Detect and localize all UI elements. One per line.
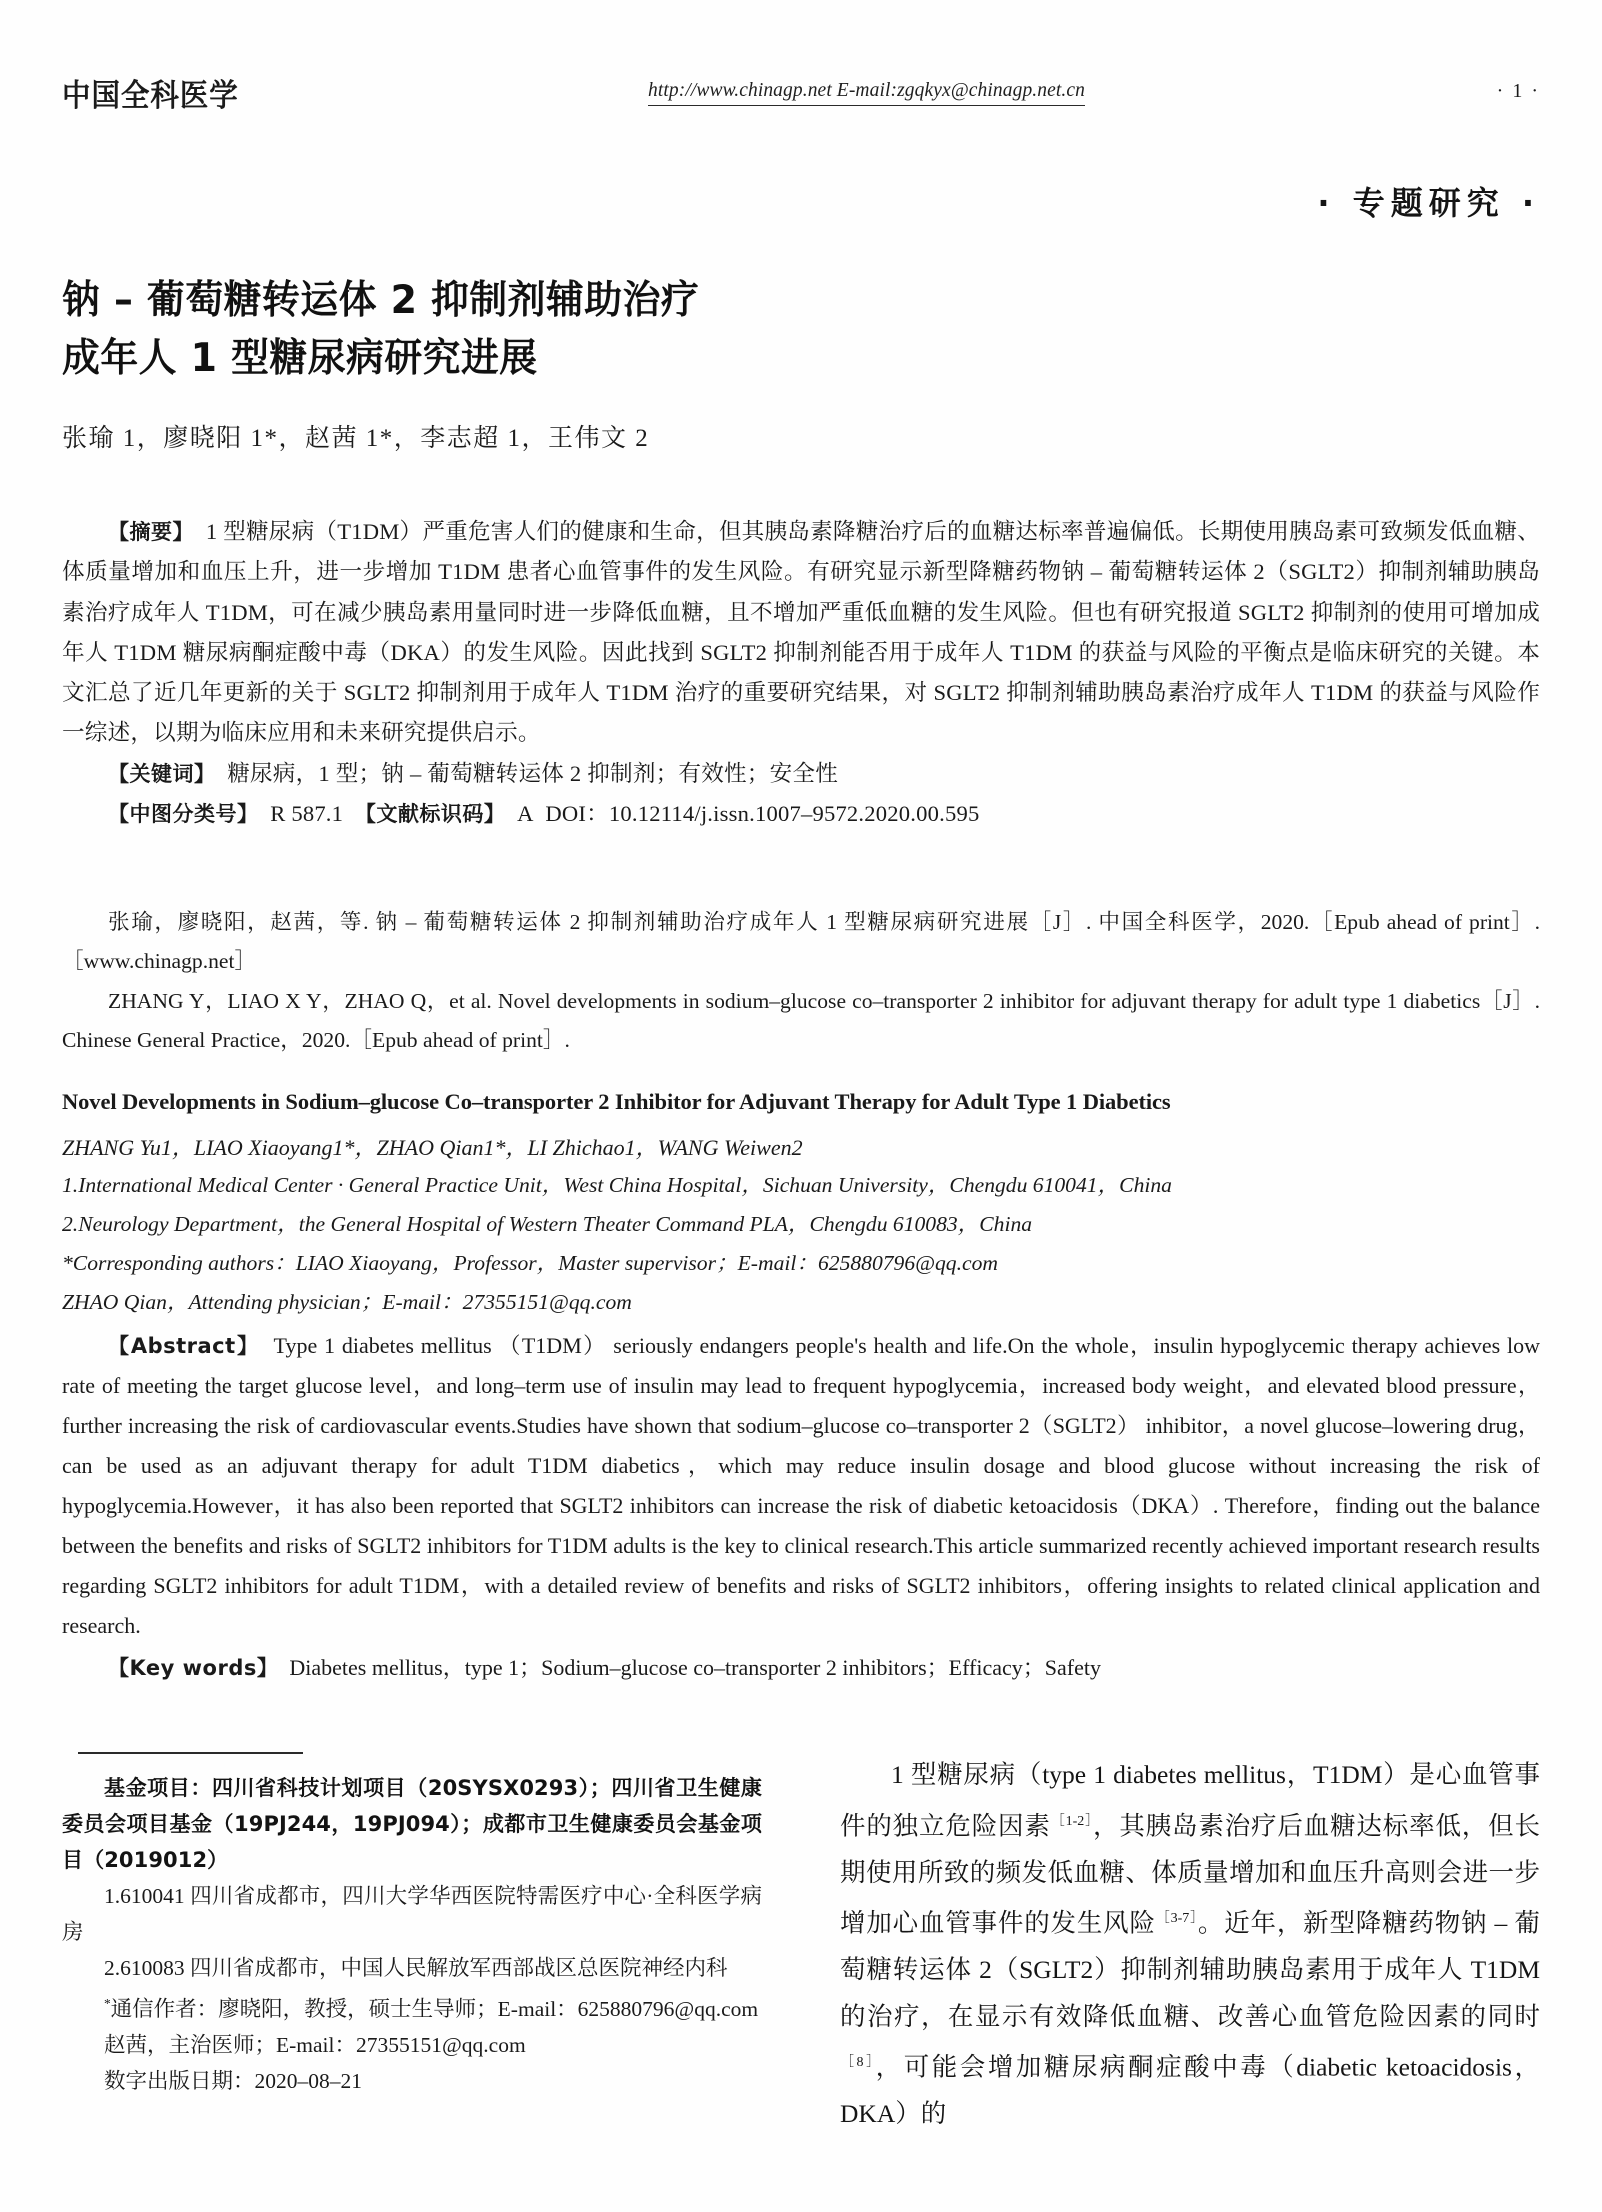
abstract-chinese-block: [62, 512, 1540, 834]
authors-chinese: 张瑜 1，廖晓阳 1*，赵茜 1*，李志超 1，王伟文 2: [62, 425, 650, 452]
keywords-body-en: Diabetes mellitus，type 1；Sodium–glucose co–transporter 2 inhibitors；Efficacy；Safety: [289, 1655, 1101, 1680]
citation-english: [62, 982, 1540, 1060]
citation-chinese: [62, 903, 1540, 981]
english-affiliation-2: 2.Neurology Department，the General Hospital of Western Theater Command PLA，Chengdu 610083，China: [62, 1212, 1033, 1236]
doc-code-value: A: [517, 801, 534, 827]
footnote-affiliation-2-text: 2.610083 四川省成都市，中国人民解放军西部战区总医院神经内科: [104, 1956, 728, 1980]
clc-line: [62, 794, 1540, 834]
doi-value: DOI：10.12114/j.issn.1007–9572.2020.00.595: [545, 801, 980, 827]
title-line-1: 钠 – 葡萄糖转运体 2 抑制剂辅助治疗: [62, 278, 700, 323]
abstract-chinese: [62, 512, 1540, 754]
body-column-right: [840, 1752, 1540, 2138]
footnote-affiliation-1-text: 1.610041 四川省成都市，四川大学华西医院特需医疗中心·全科医学病房: [62, 1884, 762, 1944]
body-paragraph-1-d: ，可能会增加糖尿病酮症酸中毒（diabetic ketoacidosis，DKA）的: [840, 2052, 1541, 2128]
page-number: · 1 ·: [1496, 80, 1540, 102]
body-paragraph-1: [840, 1752, 1540, 2138]
footnote-corresponding-2: [62, 2027, 762, 2063]
corresponding-star: *: [104, 1996, 111, 2011]
keywords-english: [62, 1648, 1540, 1688]
abstract-body-en: Type 1 diabetes mellitus （T1DM） seriously endangers people's health and life.On the whole，insulin hypoglycemic therapy achieves low rate of meeting the target glucose level，and long–term use of insulin may lead to frequent hypoglycemia，increased body weight，and elevated blood pressure，further increasing the risk of cardiovascular events.Studies have shown that sodium–glucose co–transporter 2（SGLT2） inhibitor，a novel glucose–lowering drug，can be used as an adjuvant therapy for adult T1DM diabetics，which may reduce insulin dosage and blood glucose without increasing the risk of hypoglycemia.However，it has also been reported that SGLT2 inhibitors can increase the risk of diabetic ketoacidosis（DKA）. Therefore，finding out the balance between the benefits and risks of SGLT2 inhibitors for T1DM adults is the key to clinical research.This article summarized recently achieved important research results regarding SGLT2 inhibitors for adult T1DM，with a detailed review of benefits and risks of SGLT2 inhibitors，offering insights to related clinical application and research.: [62, 1333, 1541, 1638]
keywords-body-cn: 糖尿病，1 型；钠 – 葡萄糖转运体 2 抑制剂；有效性；安全性: [227, 760, 838, 786]
footnote-affiliation-2: [62, 1950, 762, 1986]
doc-code-label: 【文献标识码】: [354, 802, 506, 827]
abstract-label-en: 【Abstract】: [108, 1334, 260, 1358]
abstract-label-cn: 【摘要】: [108, 520, 195, 544]
journal-url-email: http://www.chinagp.net E-mail:zgqkyx@chinagp.net.cn: [648, 80, 1085, 106]
keywords-chinese: [62, 754, 1540, 794]
abstract-english-block: [62, 1326, 1540, 1688]
english-corresponding-1: *Corresponding authors：LIAO Xiaoyang，Professor，Master supervisor；E-mail：625880796@qq.com: [62, 1251, 998, 1275]
english-corresponding-2: ZHAO Qian，Attending physician；E-mail：27355151@qq.com: [62, 1290, 632, 1314]
reference-marker-1: ［1-2］: [1050, 1813, 1093, 1829]
citation-english-text: ZHANG Y，LIAO X Y，ZHAO Q，et al. Novel developments in sodium–glucose co–transporter 2 inhibitor for adjuvant therapy for adult type 1 diabetics［J］. Chinese General Practice，2020.［Epub ahead of print］.: [62, 989, 1540, 1052]
reference-marker-3: ［8］: [840, 2055, 876, 2070]
keywords-label-en: 【Key words】: [108, 1656, 279, 1680]
running-head: [62, 62, 1540, 122]
abstract-body-cn: 1 型糖尿病（T1DM）严重危害人们的健康和生命，但其胰岛素降糖治疗后的血糖达标率普遍偏低。长期使用胰岛素可致频发低血糖、体质量增加和血压上升，进一步增加 T1DM 患者心血管事件的发生风险。有研究显示新型降糖药物钠 – 葡萄糖转运体 2（SGLT2）抑制剂辅助胰岛素治疗成年人 T1DM，可在减少胰岛素用量同时进一步降低血糖，且不增加严重低血糖的发生风险。但也有研究报道 SGLT2 抑制剂的使用可增加成年人 T1DM 糖尿病酮症酸中毒（DKA）的发生风险。因此找到 SGLT2 抑制剂能否用于成年人 T1DM 的获益与风险的平衡点是临床研究的关键。本文汇总了近几年更新的关于 SGLT2 抑制剂用于成年人 T1DM 治疗的重要研究结果，对 SGLT2 抑制剂辅助胰岛素治疗成年人 T1DM 的获益与风险作一综述，以期为临床应用和未来研究提供启示。: [62, 519, 1541, 746]
section-label: · 专题研究 ·: [1317, 184, 1540, 222]
footnote-corresponding-1-text: 通信作者：廖晓阳，教授，硕士生导师；E-mail：625880796@qq.com: [110, 1997, 759, 2022]
body-paragraph-1-a: 1 型糖尿病（type 1 diabetes mellitus，T1DM）是心血管事件的独立危险因素: [840, 1760, 1540, 1840]
fund-note: [62, 1770, 762, 1878]
body-paragraph-1-b: ，其胰岛素治疗后血糖达标率低，但长期使用所致的频发低血糖、体质量增加和血压升高则会进一步增加心血管事件的发生风险: [840, 1811, 1540, 1938]
english-title: Novel Developments in Sodium–glucose Co–transporter 2 Inhibitor for Adjuvant Therapy for Adult Type 1 Diabetics: [62, 1089, 1171, 1114]
reference-marker-2: ［3-7］: [1155, 1911, 1198, 1926]
footnote-affiliation-1: [62, 1878, 762, 1950]
journal-masthead: 中国全科医学: [62, 78, 239, 114]
footnote-divider: [78, 1752, 303, 1754]
english-affiliation-1: 1.International Medical Center · General Practice Unit，West China Hospital，Sichuan University，Chengdu 610041，China: [62, 1173, 1172, 1197]
footnote-pubdate-text: 数字出版日期：2020–08–21: [104, 2069, 363, 2094]
english-block: [62, 1085, 1540, 1688]
keywords-label-cn: 【关键词】: [108, 761, 216, 786]
footnote-column: [62, 1752, 762, 2099]
clc-label: 【中图分类号】: [108, 802, 259, 827]
footnote-corresponding-1: [62, 1986, 762, 2027]
title-line-2: 成年人 1 型糖尿病研究进展: [62, 336, 538, 381]
fund-note-text: 基金项目：四川省科技计划项目（20SYSX0293）；四川省卫生健康委员会项目基金（19PJ244，19PJ094）；成都市卫生健康委员会基金项目（2019012）: [62, 1776, 762, 1872]
page-title: [62, 272, 1032, 388]
english-authors: ZHANG Yu1，LIAO Xiaoyang1*，ZHAO Qian1*，LI Zhichao1，WANG Weiwen2: [62, 1135, 803, 1160]
title-block: [62, 272, 1062, 454]
footnote-pubdate: [62, 2063, 762, 2099]
footnote-corresponding-2-text: 赵茜，主治医师；E-mail：27355151@qq.com: [104, 2033, 526, 2058]
clc-value: R 587.1: [270, 801, 344, 827]
citation-chinese-text: 张瑜，廖晓阳，赵茜，等. 钠 – 葡萄糖转运体 2 抑制剂辅助治疗成年人 1 型糖尿病研究进展［J］. 中国全科医学，2020.［Epub ahead of print］.［www.chinagp.net］: [62, 910, 1540, 973]
body-paragraph-1-c: 。近年，新型降糖药物钠 – 葡萄糖转运体 2（SGLT2）抑制剂辅助胰岛素用于成年人 T1DM 的治疗，在显示有效降低血糖、改善心血管危险因素的同时: [840, 1908, 1540, 2031]
abstract-english: [62, 1326, 1540, 1646]
